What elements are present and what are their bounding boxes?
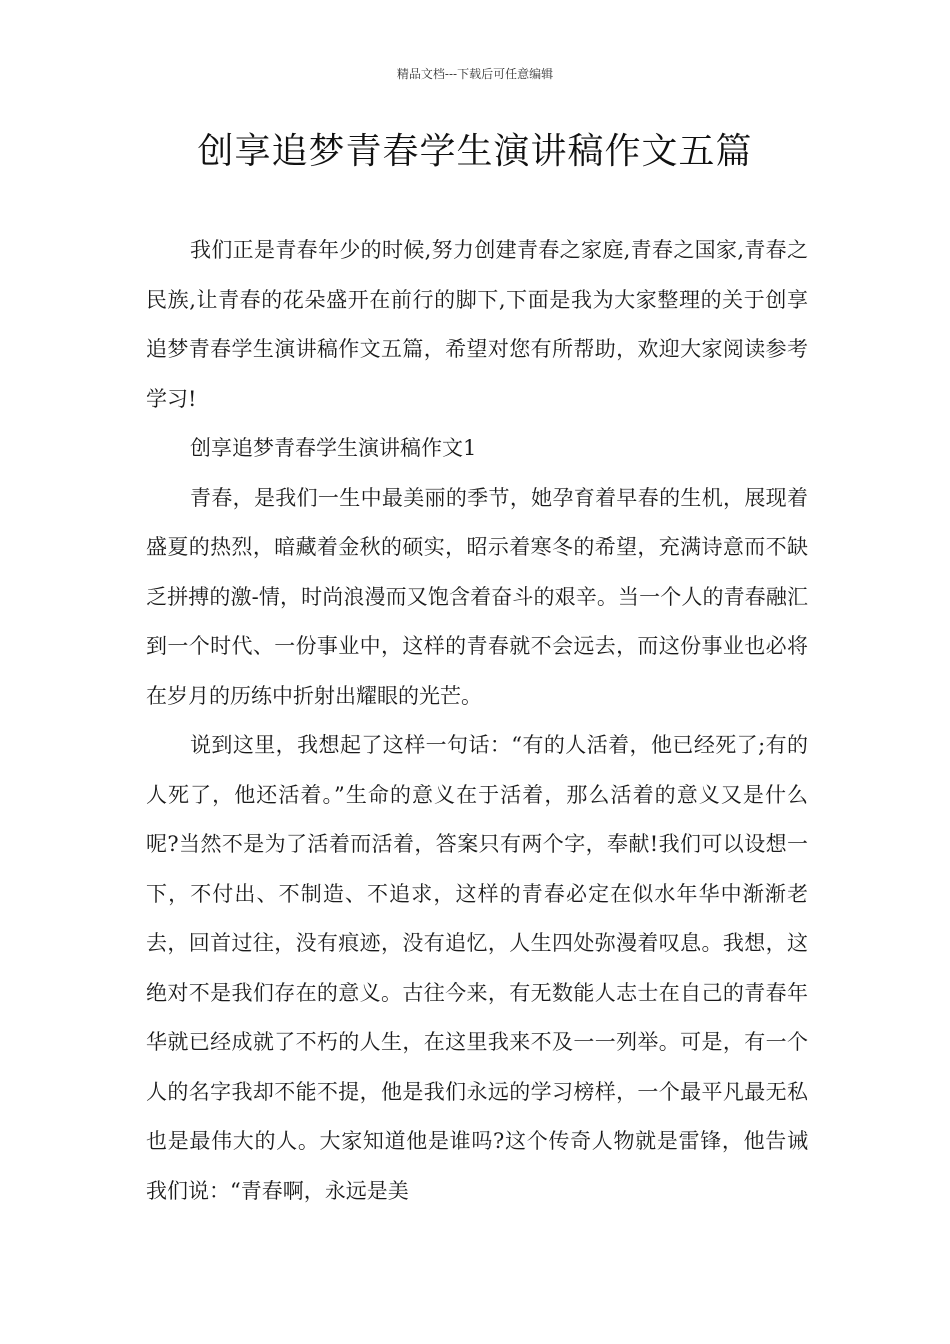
body-paragraph: 青春，是我们一生中最美丽的季节，她孕育着早春的生机，展现着盛夏的热烈，暗藏着金秋的硕实，昭示着寒冬的希望，充满诗意而不缺乏拼搏的激-情，时尚浪漫而又饱含着奋斗的艰辛。当一个人的青春融汇到一个时代、一份事业中，这样的青春就不会远去，而这份事业也必将在岁月的历练中折射出耀眼的光芒。	[146, 485, 808, 708]
document-body	[146, 226, 808, 1216]
intro-paragraph: 我们正是青春年少的时候,努力创建青春之家庭,青春之国家,青春之民族,让青春的花朵盛开在前行的脚下,下面是我为大家整理的关于创享追梦青春学生演讲稿作文五篇，希望对您有所帮助，欢迎大家阅读参考学习!	[146, 238, 808, 411]
header-note: 精品文档---下载后可任意编辑	[396, 67, 554, 81]
body-paragraph: 说到这里，我想起了这样一句话：“有的人活着，他已经死了;有的人死了，他还活着。”生命的意义在于活着，那么活着的意义又是什么呢?当然不是为了活着而活着，答案只有两个字，奉献!我们可以设想一下，不付出、不制造、不追求，这样的青春必定在似水年华中渐渐老去，回首过往，没有痕迹，没有追忆，人生四处弥漫着叹息。我想，这绝对不是我们存在的意义。古往今来，有无数能人志士在自己的青春年华就已经成就了不朽的人生，在这里我来不及一一列举。可是，有一个人的名字我却不能不提，他是我们永远的学习榜样，一个最平凡最无私也是最伟大的人。大家知道他是谁吗?这个传奇人物就是雷锋，他告诫我们说：“青春啊，永远是美	[146, 733, 808, 1203]
section-heading: 创享追梦青春学生演讲稿作文1	[190, 436, 477, 460]
document-title: 创享追梦青春学生演讲稿作文五篇	[197, 131, 753, 172]
